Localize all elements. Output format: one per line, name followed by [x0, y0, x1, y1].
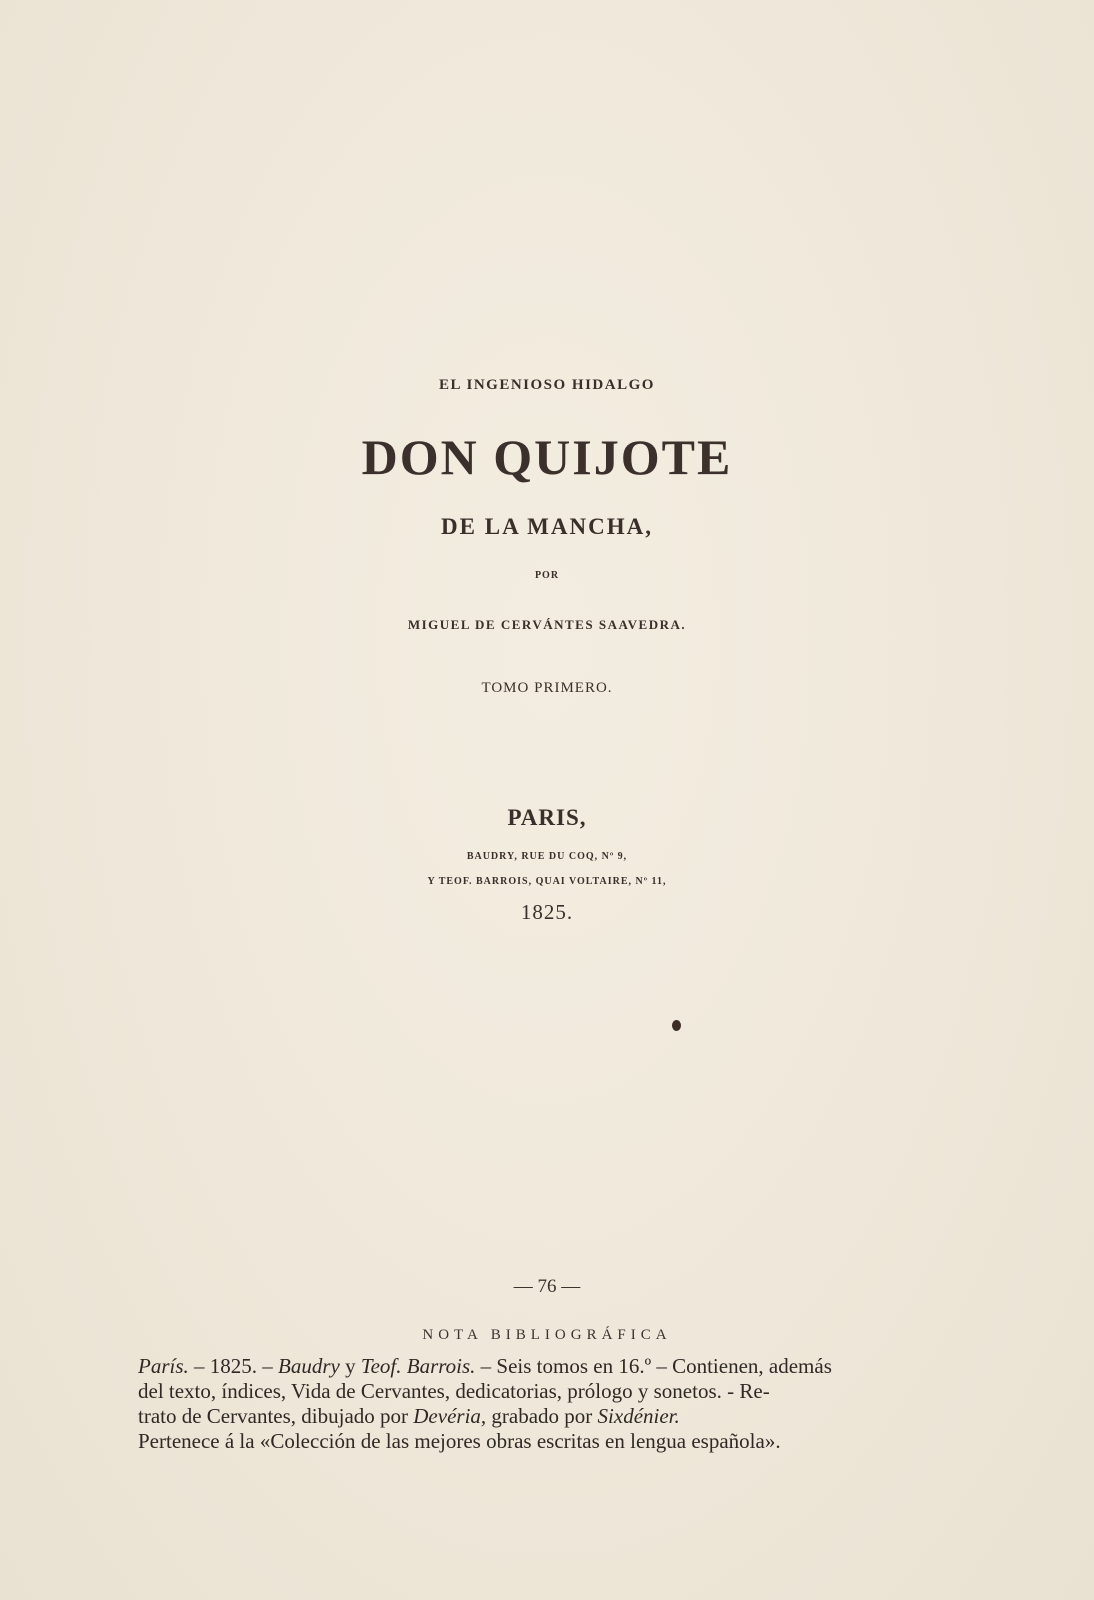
- note-engraved-text: grabado por: [486, 1404, 598, 1428]
- subtitle-top: EL INGENIOSO HIDALGO: [439, 377, 655, 393]
- note-city: París.: [138, 1354, 189, 1378]
- bibliographic-note: [138, 1354, 888, 1454]
- note-heading: NOTA BIBLIOGRÁFICA: [422, 1327, 672, 1343]
- author-name: MIGUEL DE CERVÁNTES SAAVEDRA.: [407, 617, 687, 632]
- note-format-text: – Seis tomos en 16.º – Contienen, además: [475, 1354, 832, 1378]
- imprint-year: 1825.: [520, 900, 574, 924]
- publisher-line-1: BAUDRY, RUE DU COQ, Nº 9,: [466, 851, 628, 862]
- note-publisher-1: Baudry: [278, 1354, 340, 1378]
- note-portrait-text: trato de Cervantes, dibujado por: [138, 1404, 414, 1428]
- subtitle-bottom: DE LA MANCHA,: [441, 514, 653, 539]
- volume-label: TOMO PRIMERO.: [481, 680, 613, 696]
- note-line-3: [138, 1404, 888, 1429]
- note-publisher-2: Teof. Barrois.: [360, 1354, 476, 1378]
- note-line-1: [138, 1354, 888, 1379]
- note-conjunction: y: [339, 1354, 361, 1378]
- imprint-city: PARIS,: [507, 805, 587, 830]
- ink-spot-decoration: [672, 1020, 681, 1031]
- main-title: DON QUIJOTE: [361, 429, 733, 485]
- note-line-2: del texto, índices, Vida de Cervantes, dedicatorias, prólogo y sonetos. - Re-: [138, 1379, 770, 1403]
- note-artist-1: Devéria,: [413, 1404, 487, 1428]
- note-line-4: Pertenece á la «Colección de las mejores obras escritas en lengua española».: [138, 1429, 781, 1453]
- page-number: — 76 —: [513, 1276, 581, 1297]
- note-artist-2: Sixdénier.: [597, 1404, 680, 1428]
- publisher-line-2: Y TEOF. BARROIS, QUAI VOLTAIRE, Nº 11,: [427, 876, 667, 887]
- note-date-separator: – 1825. –: [188, 1354, 279, 1378]
- by-line: POR: [534, 570, 560, 581]
